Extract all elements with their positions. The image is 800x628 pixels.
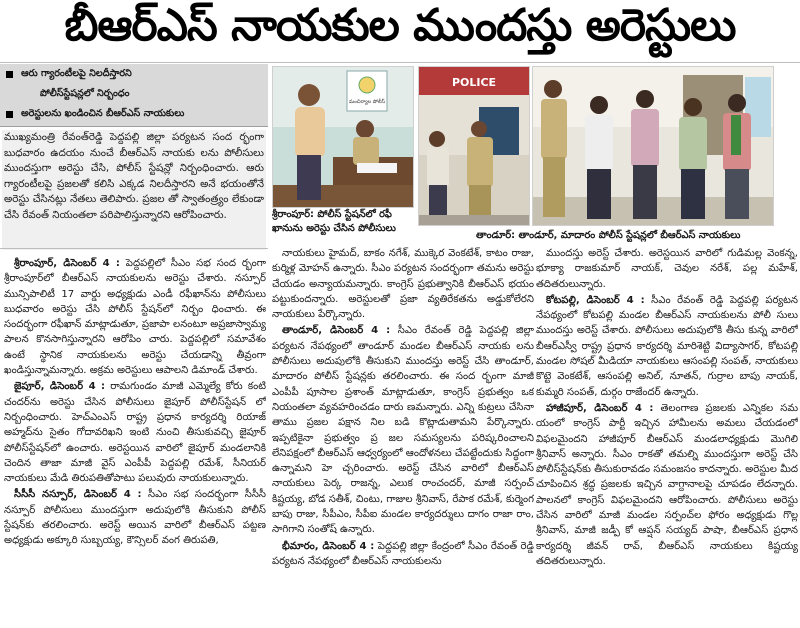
group-image: [533, 67, 773, 225]
dateline: జైపూర్, డిసెంబర్ 4 :: [14, 381, 106, 393]
photo1-caption: శ్రీరాంపూర్: పోలీస్ స్టేషన్‌లో రఫీ ఖానును అరెస్టు చేసిన పోలీసులు: [272, 208, 412, 236]
photo-group: [532, 66, 774, 226]
paragraph: [4, 256, 266, 378]
dateline: హాజీపూర్, డిసెంబర్ 4 :: [546, 402, 654, 414]
paragraph: [272, 539, 534, 570]
paragraph-text: పెద్దపల్లిలో సీఎం సభ సంద ర్భంగా శ్రీరాంపూర్‌లో బీఆర్ఎస్ నాయకులను అరెస్టు చేశారు. నస్పూర్ మున్సిపాలిటీ 17 వార్డు అధ్యక్షుడు ఎండీ రఫీఖాన్‌ను పోలీసులు బుధవారం అరెస్టు చేసి పోలీస్ స్టేషన్‌లో నిర్బం ధించారు. ఈ సందర్భంగా రఫీఖాన్ మాట్లాడుతూ, ప్రజాపా లనంటూ అప్రజాస్వామ్య పాలన కొనసాగిస్తున్నారని ఆరోపిం చారు. పెద్దపల్లిలో సమావేశం ఉంటే స్థానిక నాయకులను అరెస్టు చేయడాన్ని తీవ్రంగా ఖండిస్తున్నామన్నారు. అక్రమ అరెస్టులు ఆపాలని డిమాండ్ చేశారు.: [4, 258, 266, 377]
photo2-caption: తాండూర్: తాండూర్, మాదారం పోలీస్ స్టేషన్లలో బీఆర్ఎస్ నాయకులు: [476, 229, 772, 243]
police-banner-text: POLICE: [451, 76, 497, 89]
intro-text: ముఖ్యమంత్రి రేవంత్‌రెడ్డి పెద్దపల్లి జిల్లా పర్యటన సంద ర్భంగా బుధవారం ఉదయం నుంచే బీఆర్ఎస్ నాయకు లను పోలీసులు ముందస్తుగా అరెస్టు చేసి, పోలీస్ స్టేషన్లో నిర్బంధించారు. ఆరు గ్యారంటీలపై ప్రజలతో కలిసి ఎక్కడ నిలదీస్తారని అనే భయంతోనే అరెస్టు చేసినట్లు నేతలు తెలిపారు. ప్రజల తో స్వాతంత్ర్యం లేకుండా చేసి రేవంత్ నియంతలా పరిపాలిస్తున్నారని ఆరోపించారు.: [4, 131, 264, 221]
station-sign-text: మంచిర్యాల పోలీస్: [348, 99, 386, 105]
highlight-item: [0, 104, 268, 124]
paragraph-text: సీఎం రేవంత్ రెడ్డి పెద్దపల్లి పర్యటన నేపథ్యంలో కోటపల్లి మండల బీఆర్ఎస్ నాయకులను పోలీ సులు ముందస్తు అరెస్ట్ చేశారు. పోలీసులు అదుపులోకి తీసు కున్న వారిలో బీఆర్ఎస్వీ రాష్ట్ర ప్రధాన కార్యదర్శి మారిశెట్టి విద్యాసాగర్, కోటపల్లి మండల సోషల్ మీడియా నాయకులు ఆసంపల్లి సంపత్, నాయకులు కొట్టె వెంకటేశ్, ఆసంపల్లి అనిల్, నూతన్, గుర్రాల బాపు నాయక్, కుమ్మరి సంపత్, దుర్గం రాజేందర్ ఉన్నారు.: [536, 294, 798, 398]
highlight-text: అరెస్టులను ఖండించిన బీఆర్ఎస్ నాయకులు: [21, 107, 185, 119]
article-column-2: [272, 246, 534, 624]
bullet-square-icon: [6, 111, 13, 118]
intro-block: [2, 130, 266, 250]
dateline: సీసీసీ నస్పూర్, డిసెంబర్ 4 :: [14, 489, 142, 501]
paragraph-text: రామగుండం మాజీ ఎమ్మెల్యే కోరు కంటి చందర్‌ను అరెస్టు చేసిన పోలీసులు జైపూర్ పోలీస్‌స్టేషన్ లో నిర్బంధించారు. హెచ్ఎంఎస్ రాష్ట్ర ప్రధాన కార్యదర్శి రియాజ్ అహ్మద్‌ను సైతం గోదావరిఖని ఇంటి నుంచి తీసుకువచ్చి జైపూర్ పోలీస్‌స్టేషన్‌లో ఉంచారు. అరెస్టయిన వారిలో జైపూర్ మండలానికి చెందిన తాజా మాజీ వైస్ ఎంపీపీ పెద్దపల్లి రమేశ్, సీనియర్ నాయకులు మేడి తిరుపతితోపాటు పలువురు నాయకులున్నారు.: [4, 381, 266, 485]
highlight-text: ఆరు గ్యారంటీలపై నిలదీస్తారని: [21, 67, 132, 79]
dateline: భీమారం, డిసెంబర్ 4 :: [282, 540, 375, 552]
dateline: కోటపల్లి, డిసెంబర్ 4 :: [546, 294, 645, 306]
paragraph: [536, 401, 798, 569]
station-outside-image: [419, 67, 529, 225]
paragraph: [4, 379, 266, 486]
intro-rule: [0, 248, 268, 249]
highlights-box: [0, 64, 268, 127]
paragraph-text: తెలంగాణ ప్రజలకు ఎన్నికల సమ యంలో కాంగ్రెస్ పార్టీ ఇచ్చిన హామీలను అమలు చేయడంలో విఫలమైందని హాజీపూర్ బీఆర్ఎస్ మండలాధ్యక్షుడు మొగిలి శ్రీనివాస్ అన్నారు. సీఎం రాకతో తమల్ని ముందస్తుగా అరెస్ట్ చేసి పోలీస్‌స్టేషన్‌కు తీసుకురావడం సమంజసం కాదన్నారు. అరెస్టుల మీద చూపించిన శ్రద్ధ ప్రజలకు ఇచ్చిన వాగ్దానాలపై చూపడం లేదన్నారు. పాలనలో కాంగ్రెస్ విఫలమైందని ఆరోపించారు. పోలీసులు అరెస్టు చేసిన వారిలో మాజీ మండల సర్పంచ్‌ల ఫోరం అధ్యక్షుడు గొల్ల శ్రీనివాస్, మాజీ జడ్పీ కో ఆప్షన్ సయ్యద్ పాషా, బీఆర్ఎస్ ప్రధాన కార్యదర్శి జీవన్ రావ్, బీఆర్ఎస్ నాయకులు కిష్టయ్య తదితరులున్నారు.: [536, 402, 798, 567]
dateline: తాండూర్, డిసెంబర్ 4 :: [282, 325, 391, 337]
headline: బీఆర్ఎస్ నాయకుల ముందస్తు అరెస్టులు: [64, 0, 736, 51]
dateline: శ్రీరాంపూర్, డిసెంబర్ 4 :: [14, 258, 120, 269]
paragraph: [536, 293, 798, 400]
headline-rule: [0, 62, 800, 63]
paragraph-text: ముందస్తు అరెస్ట్ చేశారు. అరెస్టయిన వారిలో గుడిమల్ల వెంకన్న, భూక్యా రాజకుమార్ నాయక్, చెవుల నరేశ్, పల్ల మహేశ్, తదితరులున్నారు.: [536, 248, 798, 290]
article-column-3: [536, 246, 798, 624]
highlight-item: [0, 64, 268, 84]
paragraph: [536, 246, 798, 292]
paragraph: [4, 487, 266, 548]
paragraph-text: సీఎం రేవంత్ రెడ్డి పెద్దపల్లి జిల్లా పర్యటన నేపథ్యంలో తాండూర్ మండల బీఆర్ఎస్ నాయకు లను పోలీసులు అదుపులోకి తీసుకుని ముందస్తు అరెస్ట్ చేసి తాండూర్, మాదారం పోలీస్ స్టేషన్లకు తరలించారు. ఈ సంద ర్భంగా మాజీ ఎంపీపీ పూసాల ప్రశాంత్ మాట్లాడుతూ, కాంగ్రెస్ ప్రభుత్వం ఒక నియంతలా వ్యవహరించడం దారు ణమన్నారు. ఎన్ని కుట్రలు చేసినా తాము ప్రజల పక్షాన నిల బడి కొట్లాడుతామని పేర్కొన్నారు. ఇప్పటికైనా ప్రభుత్వం ప్ర జల సమస్యలను పరిష్కరించాలని లేనిపక్షంలో బీఆర్ఎస్ ఆధ్వర్యంలో ఆందోళనలు చేపట్టేందుకు సిద్ధంగా ఉన్నామని హె చ్చరించారు. అరెస్ట్ చేసిన వారిలో బీఆర్ఎస్ నాయకులు పెర్క రాజన్న, ఎలుక రాంచందర్, మాజీ సర్పంచ్ కిష్టయ్య, బోడ సతీశ్, చింటు, గాజుల శ్రీనివాస్, రేపాక రమేశ్, కుర్మెంగ బాపు రాజు, సీపీఎం, సీపీఐ మండల కార్యదర్శులు దాగం రాజా రాం, సాగిగాని సంతోష్ ఉన్నారు.: [272, 325, 534, 536]
paragraph: [272, 246, 534, 322]
paragraph-text: నాయకులు హైమద్, బాకం నగేశ్, ముక్కెర వెంకటేశ్, కాటం రాజు, కుర్మిళ్ల మోహన్ ఉన్నారు. సీఎం పర్యటన సందర్భంగా తమను అరెస్టు చేయడం అన్యాయమన్నారు. కాంగ్రెస్ ప్రభుత్వానికి బీఆర్ఎస్ భయం పట్టుకుందన్నారు. అరెస్టులతో ప్రజా వ్యతిరేకతను అడ్డుకోలేరని నాయకులు పేర్కొన్నారు.: [272, 248, 534, 321]
photo-station-outside: [418, 66, 530, 226]
paragraph: [272, 323, 534, 537]
photo-station-desk: [272, 66, 414, 208]
paragraph-text: పెద్దపల్లి జిల్లా కేంద్రంలో సీఎం రేవంత్ రెడ్డి పర్యటన నేపథ్యంలో బీఆర్ఎస్ నాయకులను: [272, 540, 534, 567]
article-column-1: [4, 256, 266, 624]
station-desk-image: [273, 67, 413, 207]
paragraph-text: సీఎం సభ సందర్భంగా సీసీసీ నస్పూర్ పోలీసులు ముందస్తుగా అదుపులోకి తీసుకుని పోలీస్ స్టేషన్‌కు తరలించారు. అరెస్ట్ అయిన వారిలో బీఆర్ఎస్ పట్టణ అధ్యక్షుడు అక్కూరి సుబ్బయ్య, కౌన్సిలర్ వంగ తిరుపతి,: [4, 489, 266, 547]
highlight-item: [0, 84, 268, 104]
bullet-square-icon: [6, 71, 13, 78]
highlight-text: పోలీస్‌స్టేషన్లలో నిర్బంధం: [40, 87, 130, 99]
